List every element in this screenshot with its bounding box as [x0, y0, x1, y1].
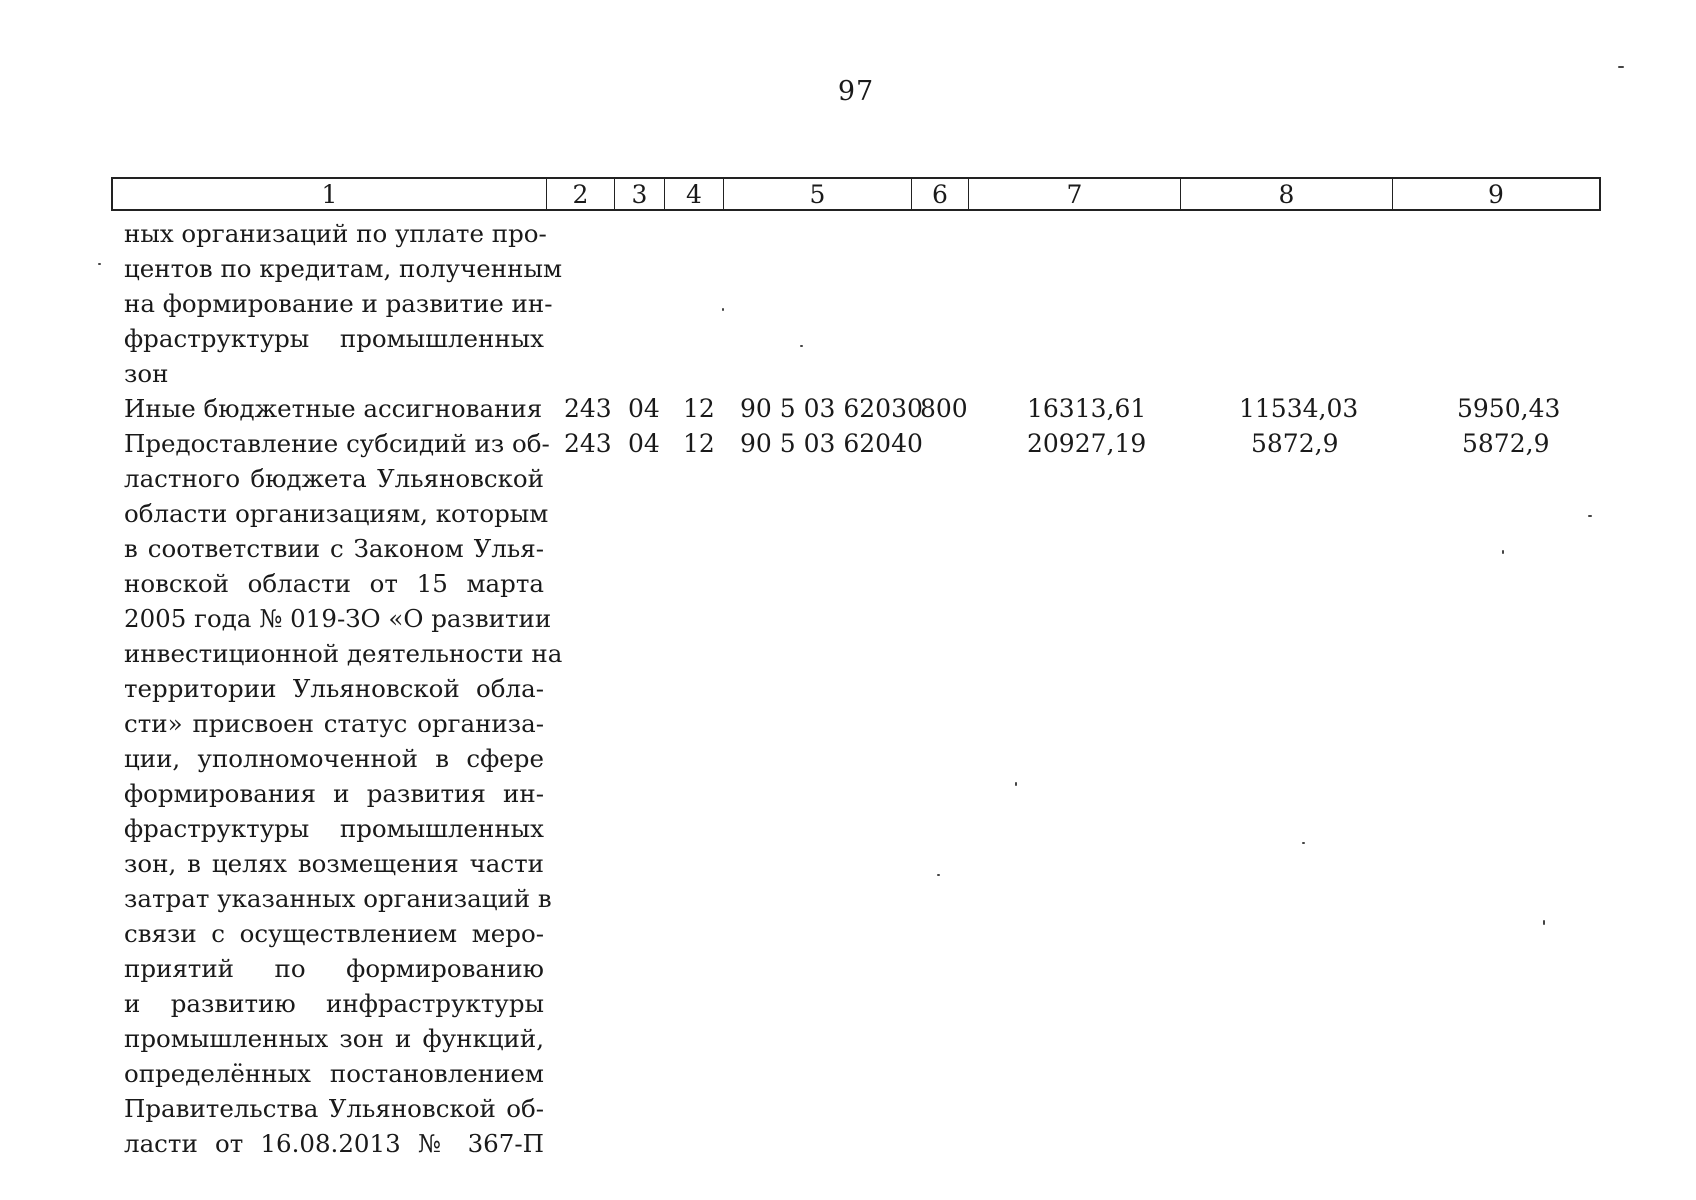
header-col-2: 2: [547, 179, 615, 209]
cell-col-8: 11534,03: [1239, 394, 1359, 423]
row-name: Иные бюджетные ассигнования: [124, 394, 543, 423]
cell-col-4: 12: [683, 429, 715, 458]
cell-col-7: 20927,19: [1027, 429, 1147, 458]
header-col-5: 5: [724, 179, 912, 209]
text-line: ных организаций по уплате про-: [124, 219, 547, 248]
cell-col-2: 243: [564, 429, 612, 458]
scan-speck: [1618, 66, 1624, 68]
header-col-8: 8: [1181, 179, 1393, 209]
text-line: ласти от 16.08.2013 № 367-П: [124, 1129, 544, 1158]
text-line: фраструктуры промышленных: [124, 814, 544, 843]
table-row: [124, 426, 563, 1161]
text-line: и развитию инфраструктуры: [124, 989, 544, 1018]
text-line: территории Ульяновской обла-: [124, 674, 544, 703]
cell-col-2: 243: [564, 394, 612, 423]
text-line: ции, уполномоченной в сфере: [124, 744, 544, 773]
scan-speck: [1543, 920, 1545, 925]
cell-col-8: 5872,9: [1251, 429, 1339, 458]
page-number: 97: [837, 76, 875, 107]
cell-col-6: 800: [920, 394, 968, 423]
text-line: зон, в целях возмещения части: [124, 849, 544, 878]
text-line: Предоставление субсидий из об-: [124, 429, 550, 458]
text-line: промышленных зон и функций,: [124, 1024, 544, 1053]
text-line: Правительства Ульяновской об-: [124, 1094, 544, 1123]
scan-speck: [1302, 842, 1305, 844]
text-line: зон: [124, 359, 169, 388]
text-line: затрат указанных организаций в: [124, 884, 552, 913]
text-line: 2005 года № 019-ЗО «О развитии: [124, 604, 552, 633]
continuation-text: [124, 216, 563, 391]
text-line: сти» присвоен статус организа-: [124, 709, 544, 738]
text-line: приятий по формированию: [124, 954, 544, 983]
table-row: [124, 391, 554, 426]
cell-col-9: 5950,43: [1457, 394, 1561, 423]
scan-speck: [800, 345, 803, 347]
text-line: фраструктуры промышленных: [124, 324, 544, 353]
cell-col-9: 5872,9: [1462, 429, 1550, 458]
cell-col-7: 16313,61: [1027, 394, 1147, 423]
header-col-3: 3: [615, 179, 665, 209]
text-line: ластного бюджета Ульяновской: [124, 464, 544, 493]
scan-speck: [1502, 550, 1504, 554]
text-line: формирования и развития ин-: [124, 779, 544, 808]
text-line: новской области от 15 марта: [124, 569, 544, 598]
scan-speck: [1015, 782, 1017, 786]
text-line: области организациям, которым: [124, 499, 549, 528]
header-col-4: 4: [665, 179, 724, 209]
cell-col-5: 90 5 03 62030: [740, 394, 923, 423]
scan-speck: [98, 263, 101, 265]
header-col-9: 9: [1488, 179, 1504, 209]
header-col-6: 6: [912, 179, 969, 209]
text-line: связи с осуществлением меро-: [124, 919, 544, 948]
scan-speck: [1588, 515, 1592, 517]
header-col-7: 7: [969, 179, 1181, 209]
text-line: определённых постановлением: [124, 1059, 544, 1088]
header-col-1: 1: [113, 179, 547, 209]
text-line: инвестиционной деятельности на: [124, 639, 563, 668]
cell-col-5: 90 5 03 62040: [740, 429, 923, 458]
scan-speck: [722, 308, 724, 311]
text-line: центов по кредитам, полученным: [124, 254, 563, 283]
cell-col-4: 12: [683, 394, 715, 423]
scan-speck: [937, 874, 940, 876]
text-line: в соответствии с Законом Улья-: [124, 534, 544, 563]
text-line: на формирование и развитие ин-: [124, 289, 553, 318]
cell-col-3: 04: [628, 429, 660, 458]
cell-col-3: 04: [628, 394, 660, 423]
